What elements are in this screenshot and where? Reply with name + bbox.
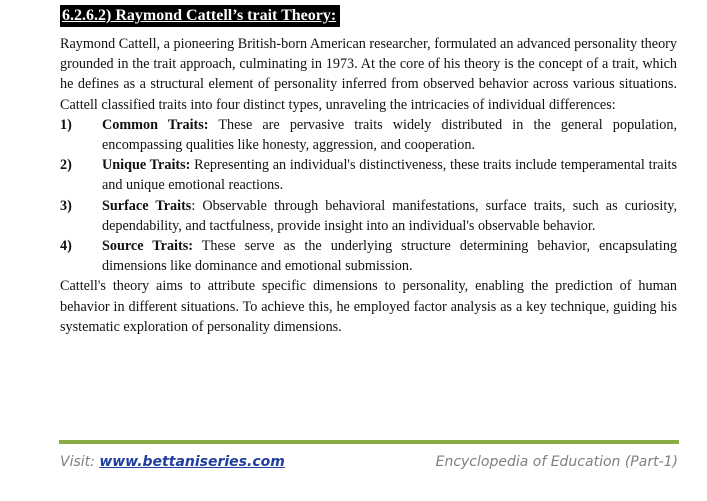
trait-term: Common Traits: [102,116,209,133]
page-footer [60,454,678,470]
trait-item-surface [60,196,677,236]
trait-item-source [60,236,677,276]
footer-visit [60,454,285,470]
trait-number: 2) [60,157,72,174]
trait-term: Unique Traits: [102,157,191,174]
trait-description: Representing an individual's distinctiveness, these traits include temperamental traits and unique emotional reactions. [102,157,677,194]
trait-description: These serve as the underlying structure determining behavior, encapsulating dimensions like dominance and emotional submission. [102,238,678,275]
visit-label: Visit: [60,454,100,470]
trait-number: 4) [60,238,72,255]
trait-number: 1) [60,116,72,133]
trait-number: 3) [60,197,72,214]
trait-item-common [60,115,677,155]
trait-term: Surface Traits [102,197,192,214]
section-heading: 6.2.6.2) Raymond Cattell’s trait Theory: [60,5,340,27]
intro-paragraph: Raymond Cattell, a pioneering British-born American researcher, formulated an advanced personality theory grounded in the trait approach, culminating in 1973. At the core of his theory is the concept of a trait, which he defines as a structural element of personality inferred from observed behavior across various situations. Cattell classified traits into four distinct types, unraveling the intricacies of individual differences: [60,36,677,113]
trait-item-unique [60,155,677,195]
trait-text [102,115,677,155]
trait-description: These are pervasive traits widely distributed in the general population, encompassing qualities like honesty, aggression, and cooperation. [102,116,677,154]
trait-text [102,236,677,276]
section-body [60,34,677,337]
website-link[interactable]: www.bettaniseries.com [99,454,285,470]
footer-divider [59,440,679,444]
trait-description: : Observable through behavioral manifestations, surface traits, such as curiosity, dependability, and tactfulness, provide insight into an individual's observable behavior. [102,197,677,234]
conclusion-paragraph: Cattell's theory aims to attribute specific dimensions to personality, enabling the prediction of human behavior in different situations. To achieve this, he employed factor analysis as a key technique, guiding his systematic exploration of personality dimensions. [60,278,677,335]
trait-text [102,196,677,236]
trait-text [102,155,677,195]
trait-term: Source Traits: [102,238,193,255]
book-title: Encyclopedia of Education (Part-1) [435,454,678,470]
